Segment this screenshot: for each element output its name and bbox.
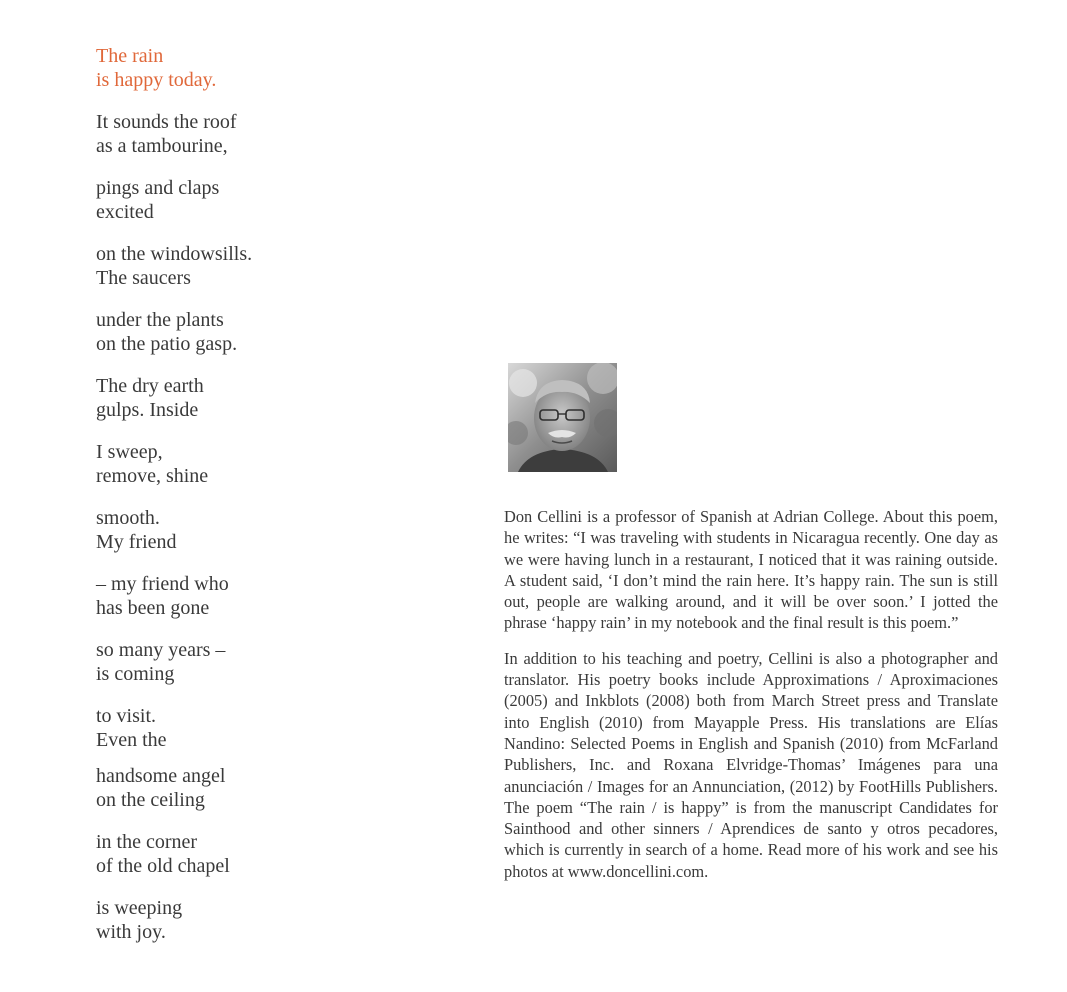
poem-stanza-1: It sounds the roof as a tambourine,	[96, 111, 237, 157]
poem-stanza-11: handsome angel on the ceiling	[96, 765, 226, 811]
poem-stanza-10: to visit. Even the	[96, 705, 167, 751]
poem-stanza-2: pings and claps excited	[96, 177, 220, 223]
poem-stanza-7: smooth. My friend	[96, 507, 177, 553]
poem-stanza-9: so many years – is coming	[96, 639, 226, 685]
poem-stanza-3: on the windowsills. The saucers	[96, 243, 253, 289]
author-portrait-photo	[508, 363, 617, 472]
bio-paragraph-1: Don Cellini is a professor of Spanish at Adrian College. About this poem, he writes: “I was traveling with students in Nicaragua recently. One day as we were having lunch in a restaurant, I noticed that it was raining outside. A student said, ‘I don’t mind the rain here. It’s happy rain. The sun is still out, people are walking around, and it will be over soon.’ I jotted the phrase ‘happy rain’ in my notebook and the final result is this poem.”	[504, 507, 998, 633]
poem-stanza-5: The dry earth gulps. Inside	[96, 375, 204, 421]
bio-paragraph-2: In addition to his teaching and poetry, Cellini is also a photographer and translator. His poetry books include Approximations / Aproximaciones (2005) and Inkblots (2008) both from March Street press and Translate into English (2010) from Mayapple Press. His translations are Elías Nandino: Selected Poems in English and Spanish (2010) from McFarland Publishers, Inc. and Roxana Elvridge-Thomas’ Imágenes para una anunciación / Images for an Annunciation, (2012) by FootHills Publishers. The poem “The rain / is happy” is from the manuscript Candidates for Sainthood and other sinners / Aprendices de santo y otros pecadores, which is currently in search of a home. Read more of his work and see his photos at www.doncellini.com.	[504, 648, 998, 881]
poem-stanza-12: in the corner of the old chapel	[96, 831, 230, 877]
poem-stanza-8: – my friend who has been gone	[96, 573, 229, 619]
author-bio	[504, 506, 998, 896]
poem-stanza-4: under the plants on the patio gasp.	[96, 309, 238, 355]
poem-stanza-13: is weeping with joy.	[96, 897, 183, 943]
poem	[96, 44, 426, 962]
poem-stanza-6: I sweep, remove, shine	[96, 441, 209, 487]
author-portrait-graphic	[508, 363, 617, 472]
poem-title: The rain is happy today.	[96, 45, 217, 91]
